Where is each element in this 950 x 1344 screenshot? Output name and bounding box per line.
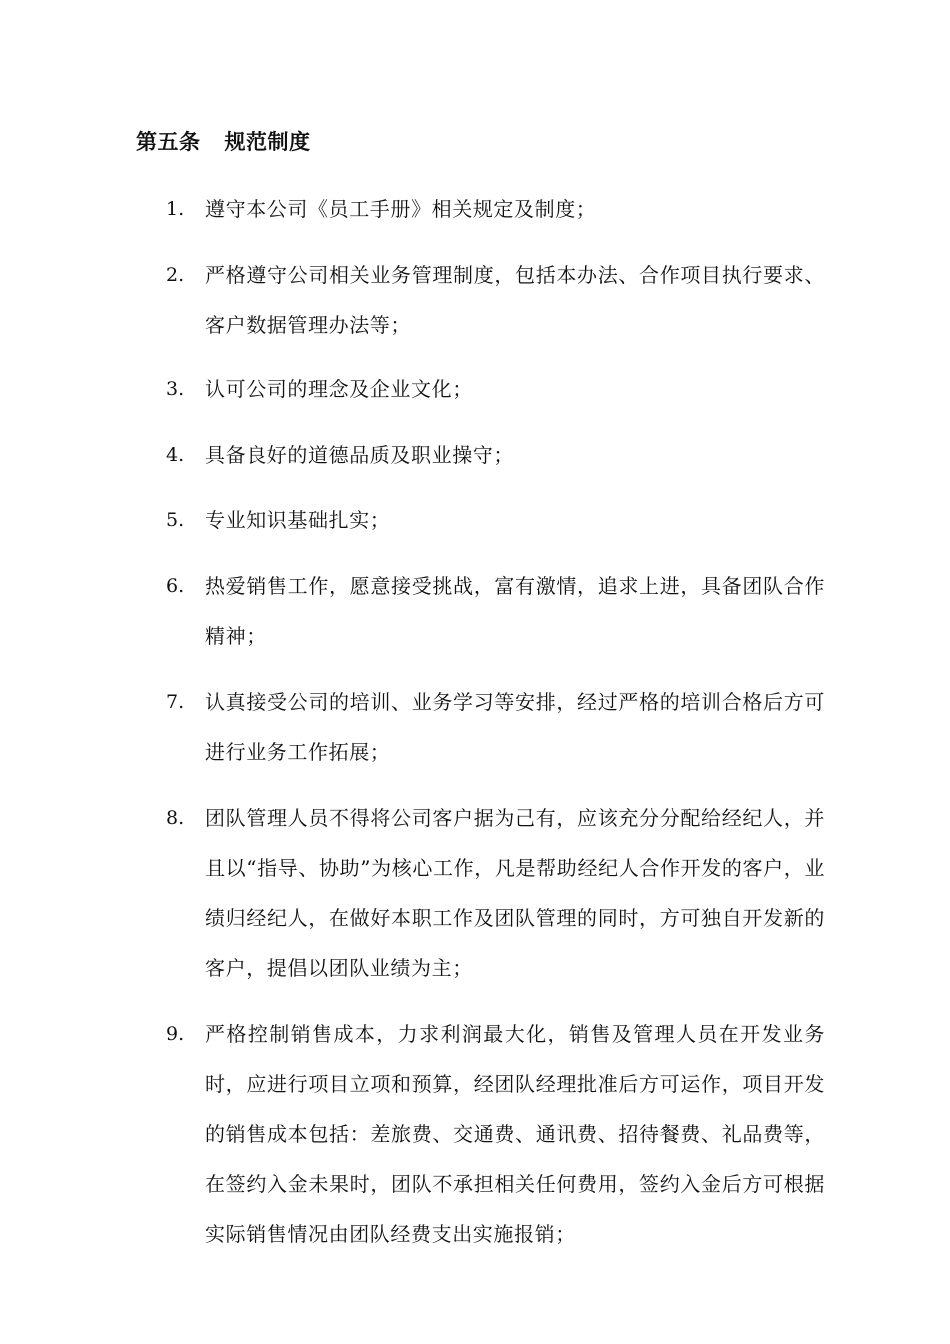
section-title: 规范制度 <box>224 129 311 154</box>
item-text: 具备良好的道德品质及职业操守； <box>205 443 514 467</box>
item-number: 9. <box>166 1023 185 1045</box>
item-number: 5. <box>166 509 185 531</box>
item-text: 严格遵守公司相关业务管理制度，包括本办法、合作项目执行要求、客户数据管理办法等； <box>205 263 825 337</box>
item-text: 遵守本公司《员工手册》相关规定及制度； <box>205 197 597 221</box>
item-text: 热爱销售工作，愿意接受挑战，富有激情，追求上进，具备团队合作精神； <box>205 574 825 648</box>
item-text: 团队管理人员不得将公司客户据为己有，应该充分分配给经纪人，并且以“指导、协助”为核心工作，凡是帮助经纪人合作开发的客户，业绩归经纪人，在做好本职工作及团队管理的同时，方可独自开发新的客户，提倡以团队业绩为主； <box>205 806 825 980</box>
item-text: 严格控制销售成本，力求利润最大化，销售及管理人员在开发业务时，应进行项目立项和预算，经团队经理批准后方可运作，项目开发的销售成本包括：差旅费、交通费、通讯费、招待餐费、礼品费等，在签约入金未果时，团队不承担相关任何费用，签约入金后方可根据实际销售情况由团队经费支出实施报销； <box>205 1022 825 1246</box>
item-number: 6. <box>166 575 185 597</box>
section-heading <box>136 126 311 156</box>
item-number: 2. <box>166 264 185 286</box>
article-number: 第五条 <box>136 129 201 154</box>
item-number: 7. <box>166 691 185 713</box>
item-text: 认真接受公司的培训、业务学习等安排，经过严格的培训合格后方可进行业务工作拓展； <box>205 690 825 764</box>
item-text: 专业知识基础扎实； <box>205 508 391 532</box>
item-number: 3. <box>166 378 185 400</box>
item-number: 8. <box>166 807 185 829</box>
item-text: 认可公司的理念及企业文化； <box>205 377 473 401</box>
item-number: 4. <box>166 444 185 466</box>
item-number: 1. <box>166 198 185 220</box>
